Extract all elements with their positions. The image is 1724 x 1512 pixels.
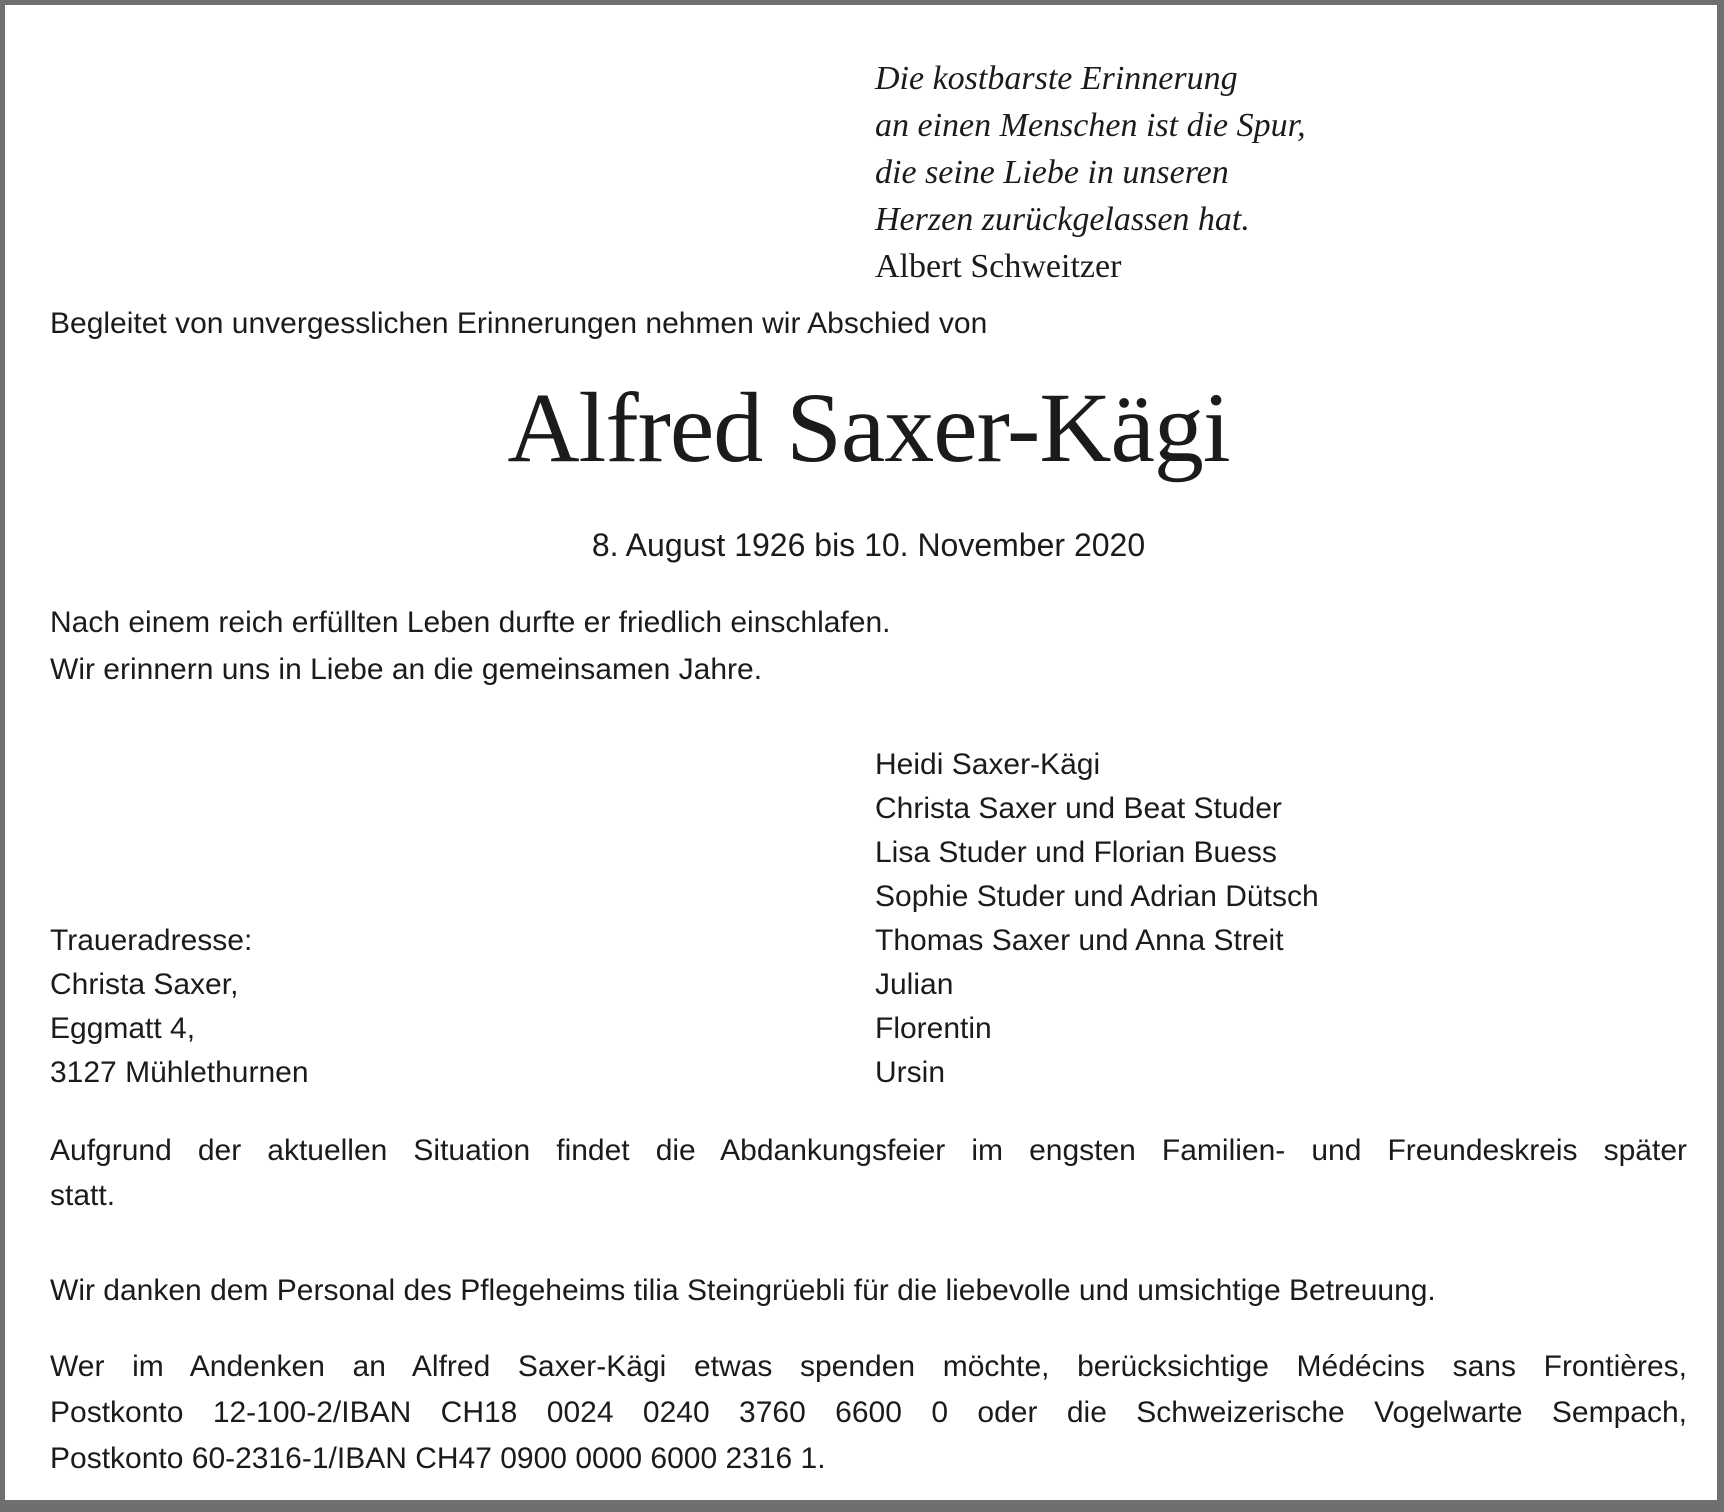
- donation-note: [50, 1344, 1687, 1482]
- quote-line: Die kostbarste Erinnerung: [875, 60, 1238, 97]
- family-name: Christa Saxer und Beat Studer: [875, 792, 1282, 825]
- family-name: Ursin: [875, 1056, 946, 1089]
- family-name: Thomas Saxer und Anna Streit: [875, 924, 1284, 957]
- family-name: Sophie Studer und Adrian Dütsch: [875, 880, 1319, 913]
- family-name: Julian: [875, 968, 954, 1001]
- quote-attribution: Albert Schweitzer: [875, 248, 1122, 285]
- mourning-address-line: 3127 Mühlethurnen: [50, 1056, 309, 1089]
- ceremony-note-line: statt.: [50, 1179, 116, 1212]
- family-names-list: [875, 743, 1687, 1095]
- deceased-name: Alfred Saxer-Kägi: [507, 372, 1230, 483]
- quote-line: die seine Liebe in unseren: [875, 154, 1229, 191]
- memorial-quote-lines: [875, 55, 1687, 243]
- tribute-line: Nach einem reich erfüllten Leben durfte er friedlich einschlafen.: [50, 606, 891, 639]
- life-dates: 8. August 1926 bis 10. November 2020: [591, 527, 1146, 563]
- memorial-quote-block: [875, 55, 1687, 290]
- donation-note-line: Postkonto 12-100-2/IBAN CH18 0024 0240 3760 6600 0 oder die Schweizerische Vogelwarte Sempach,: [50, 1396, 1687, 1429]
- ceremony-note-line: Aufgrund der aktuellen Situation findet die Abdankungsfeier im engsten Familien- und Freundeskreis später: [50, 1134, 1687, 1167]
- family-name: Lisa Studer und Florian Buess: [875, 836, 1277, 869]
- mourning-address-lines: [50, 963, 875, 1095]
- donation-note-line: Postkonto 60-2316-1/IBAN CH47 0900 0000 6000 2316 1.: [50, 1442, 826, 1475]
- mourning-address-label: Traueradresse:: [50, 924, 253, 957]
- donation-note-line: Wer im Andenken an Alfred Saxer-Kägi etwas spenden möchte, berücksichtige Médécins sans Frontières,: [50, 1350, 1687, 1383]
- address-and-family-section: [50, 743, 1687, 1095]
- quote-line: Herzen zurückgelassen hat.: [875, 201, 1250, 238]
- farewell-intro-line: Begleitet von unvergesslichen Erinnerungen nehmen wir Abschied von: [50, 307, 988, 340]
- tribute-paragraph: [50, 599, 1687, 693]
- mourning-address-line: Eggmatt 4,: [50, 1012, 196, 1045]
- quote-line: an einen Menschen ist die Spur,: [875, 107, 1306, 144]
- family-name: Heidi Saxer-Kägi: [875, 748, 1101, 781]
- family-name: Florentin: [875, 1012, 992, 1045]
- mourning-address-line: Christa Saxer,: [50, 968, 239, 1001]
- mourning-address-block: [50, 919, 875, 1095]
- thanks-note: Wir danken dem Personal des Pflegeheims tilia Steingrüebli für die liebevolle und umsichtige Betreuung.: [50, 1274, 1436, 1307]
- ceremony-note: [50, 1128, 1687, 1218]
- tribute-line: Wir erinnern uns in Liebe an die gemeinsamen Jahre.: [50, 653, 763, 686]
